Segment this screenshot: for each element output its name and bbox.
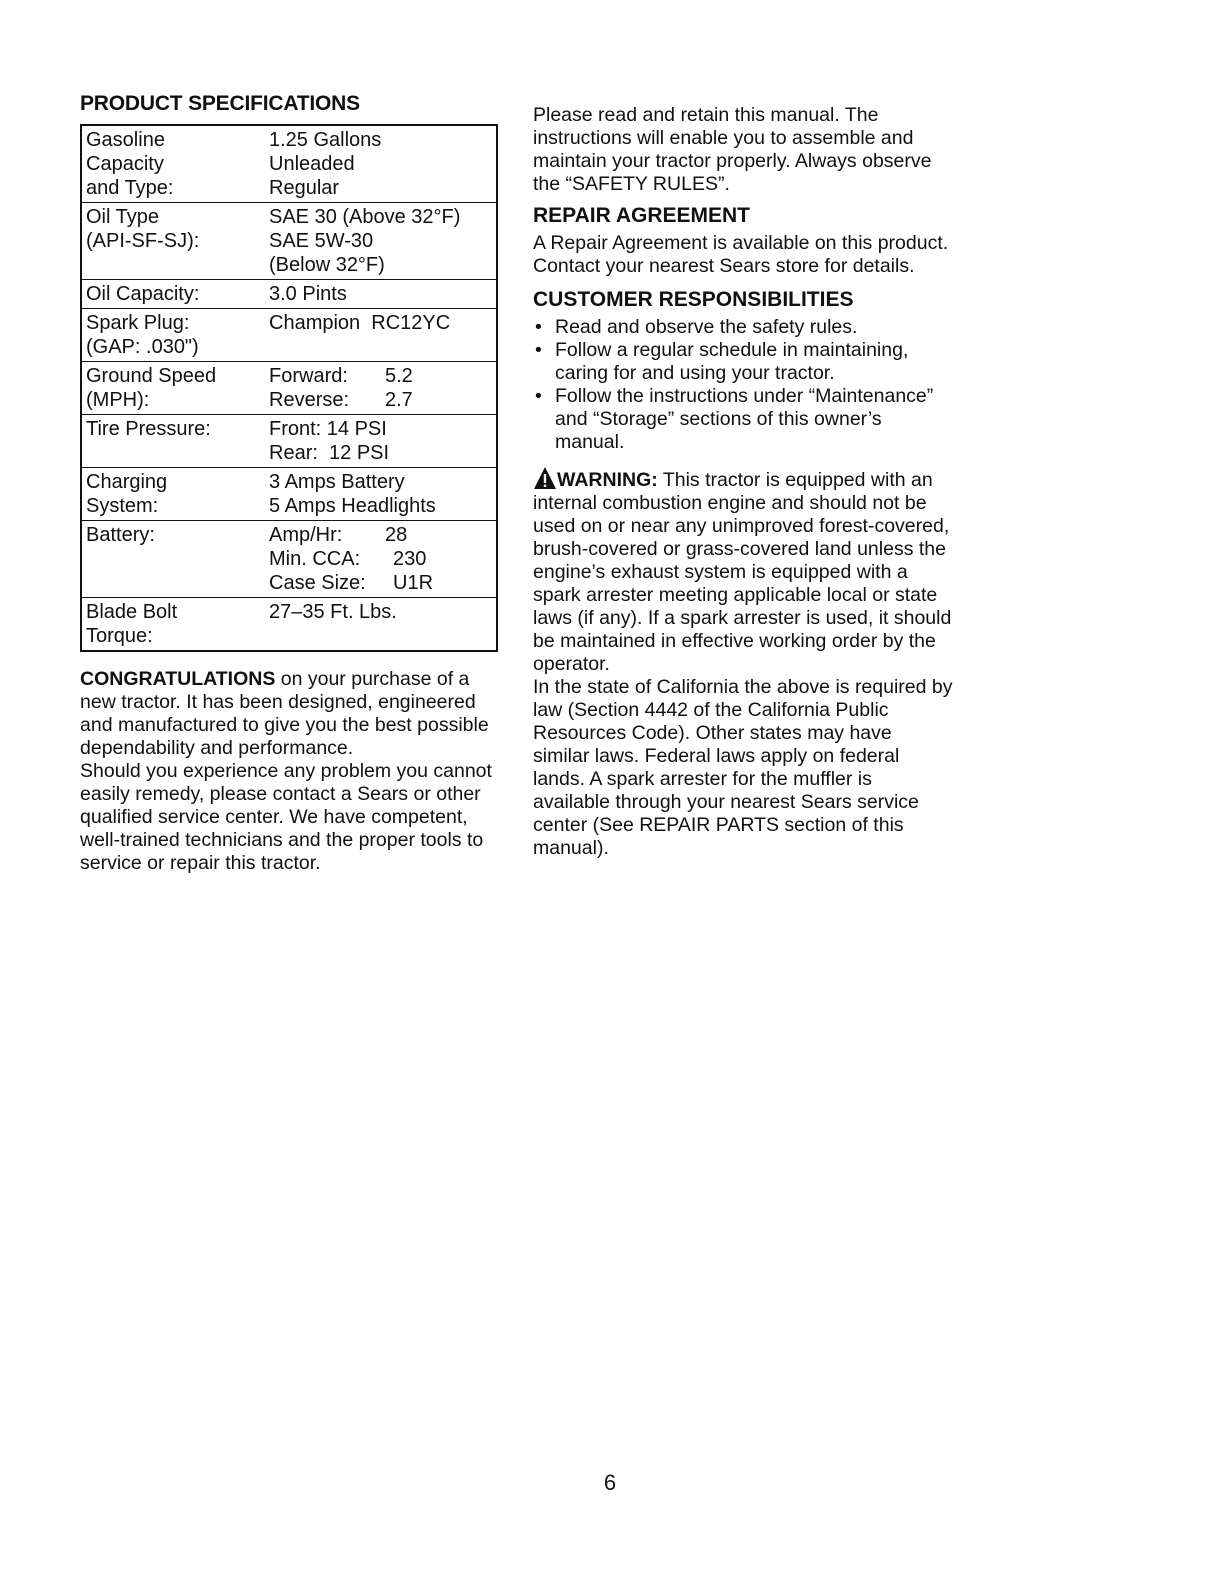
- service-paragraph: Should you experience any problem you cannot easily remedy, please contact a Sears or other qualified service center. We have competent, well-trained technicians and the proper tools to service or repair this tractor.: [80, 760, 492, 874]
- list-item: • Follow the instructions under “Maintenance” and “Storage” sections of this owner’s manual.: [535, 385, 934, 453]
- intro-paragraph: Please read and retain this manual. The instructions will enable you to assemble and maintain your tractor properly. Always observe the “SAFETY RULES”.: [533, 104, 932, 195]
- list-item: • Follow a regular schedule in maintaining, caring for and using your tractor.: [535, 339, 909, 384]
- spec-row: [82, 126, 496, 202]
- spec-value: Front: 14 PSI Rear: 12 PSI: [269, 418, 390, 464]
- repair-heading: REPAIR AGREEMENT: [533, 204, 751, 227]
- spec-label: Oil Capacity:: [86, 283, 200, 305]
- spec-value: 3 Amps Battery 5 Amps Headlights: [269, 471, 436, 517]
- congratulations-paragraph: [80, 668, 500, 760]
- spec-row: [82, 202, 496, 279]
- page-number: 6: [603, 1470, 617, 1495]
- spec-value: 1.25 Gallons Unleaded Regular: [269, 129, 382, 199]
- responsibility-list: [533, 316, 953, 454]
- warning-block: [533, 466, 953, 676]
- spec-row: [82, 597, 496, 650]
- left-column: [80, 92, 500, 875]
- spec-row: [82, 308, 496, 361]
- right-column: [533, 104, 953, 860]
- spec-row: [82, 361, 496, 414]
- spec-value: 3.0 Pints: [269, 283, 347, 305]
- california-paragraph: In the state of California the above is required by law (Section 4442 of the California Public Resources Code). Other states may have similar laws. Federal laws apply on federal lands. A spark arrester for the muffler is available through your nearest Sears service center (See REPAIR PARTS section of this manual).: [533, 676, 953, 859]
- spec-label: Charging System:: [86, 471, 168, 517]
- spec-label: Spark Plug: (GAP: .030"): [86, 312, 199, 358]
- warning-text: This tractor is equipped with an internal combustion engine and should not be used on or near any unimproved forest-covered, brush-covered or grass-covered land unless the engine’s exhaust system is equipped with a spark arrester meeting applicable local or state laws (if any). If a spark arrester is used, it should be maintained in effective working order by the operator.: [533, 469, 952, 675]
- spec-table: [80, 124, 498, 652]
- warning-triangle-icon: [533, 466, 557, 490]
- spec-value: Forward: 5.2 Reverse: 2.7: [269, 365, 413, 411]
- spec-label: Tire Pressure:: [86, 418, 211, 440]
- congratulations-lead: CONGRATULATIONS: [80, 668, 276, 690]
- spec-value: Amp/Hr: 28 Min. CCA: 230 Case Size: U1R: [269, 524, 434, 594]
- list-item: • Read and observe the safety rules.: [535, 316, 858, 338]
- congratulations-text: on your purchase of a new tractor. It has been designed, engineered and manufactured to give you the best possible dependability and performance.: [80, 668, 489, 759]
- spec-row: [82, 520, 496, 597]
- repair-text: A Repair Agreement is available on this product. Contact your nearest Sears store for details.: [533, 232, 949, 277]
- spec-value: Champion RC12YC: [269, 312, 451, 334]
- spec-value: 27–35 Ft. Lbs.: [269, 601, 397, 623]
- spec-row: [82, 414, 496, 467]
- spec-label: Gasoline Capacity and Type:: [86, 129, 174, 199]
- spec-row: [82, 467, 496, 520]
- spec-title: PRODUCT SPECIFICATIONS: [80, 92, 360, 115]
- spec-label: Battery:: [86, 524, 155, 546]
- spec-label: Oil Type (API-SF-SJ):: [86, 206, 200, 252]
- spec-label: Blade Bolt Torque:: [86, 601, 178, 647]
- spec-value: SAE 30 (Above 32°F) SAE 5W-30 (Below 32°F): [269, 206, 461, 276]
- warning-label: WARNING:: [557, 469, 658, 491]
- customer-heading: CUSTOMER RESPONSIBILITIES: [533, 288, 854, 311]
- spec-row: [82, 279, 496, 308]
- spec-label: Ground Speed (MPH):: [86, 365, 217, 411]
